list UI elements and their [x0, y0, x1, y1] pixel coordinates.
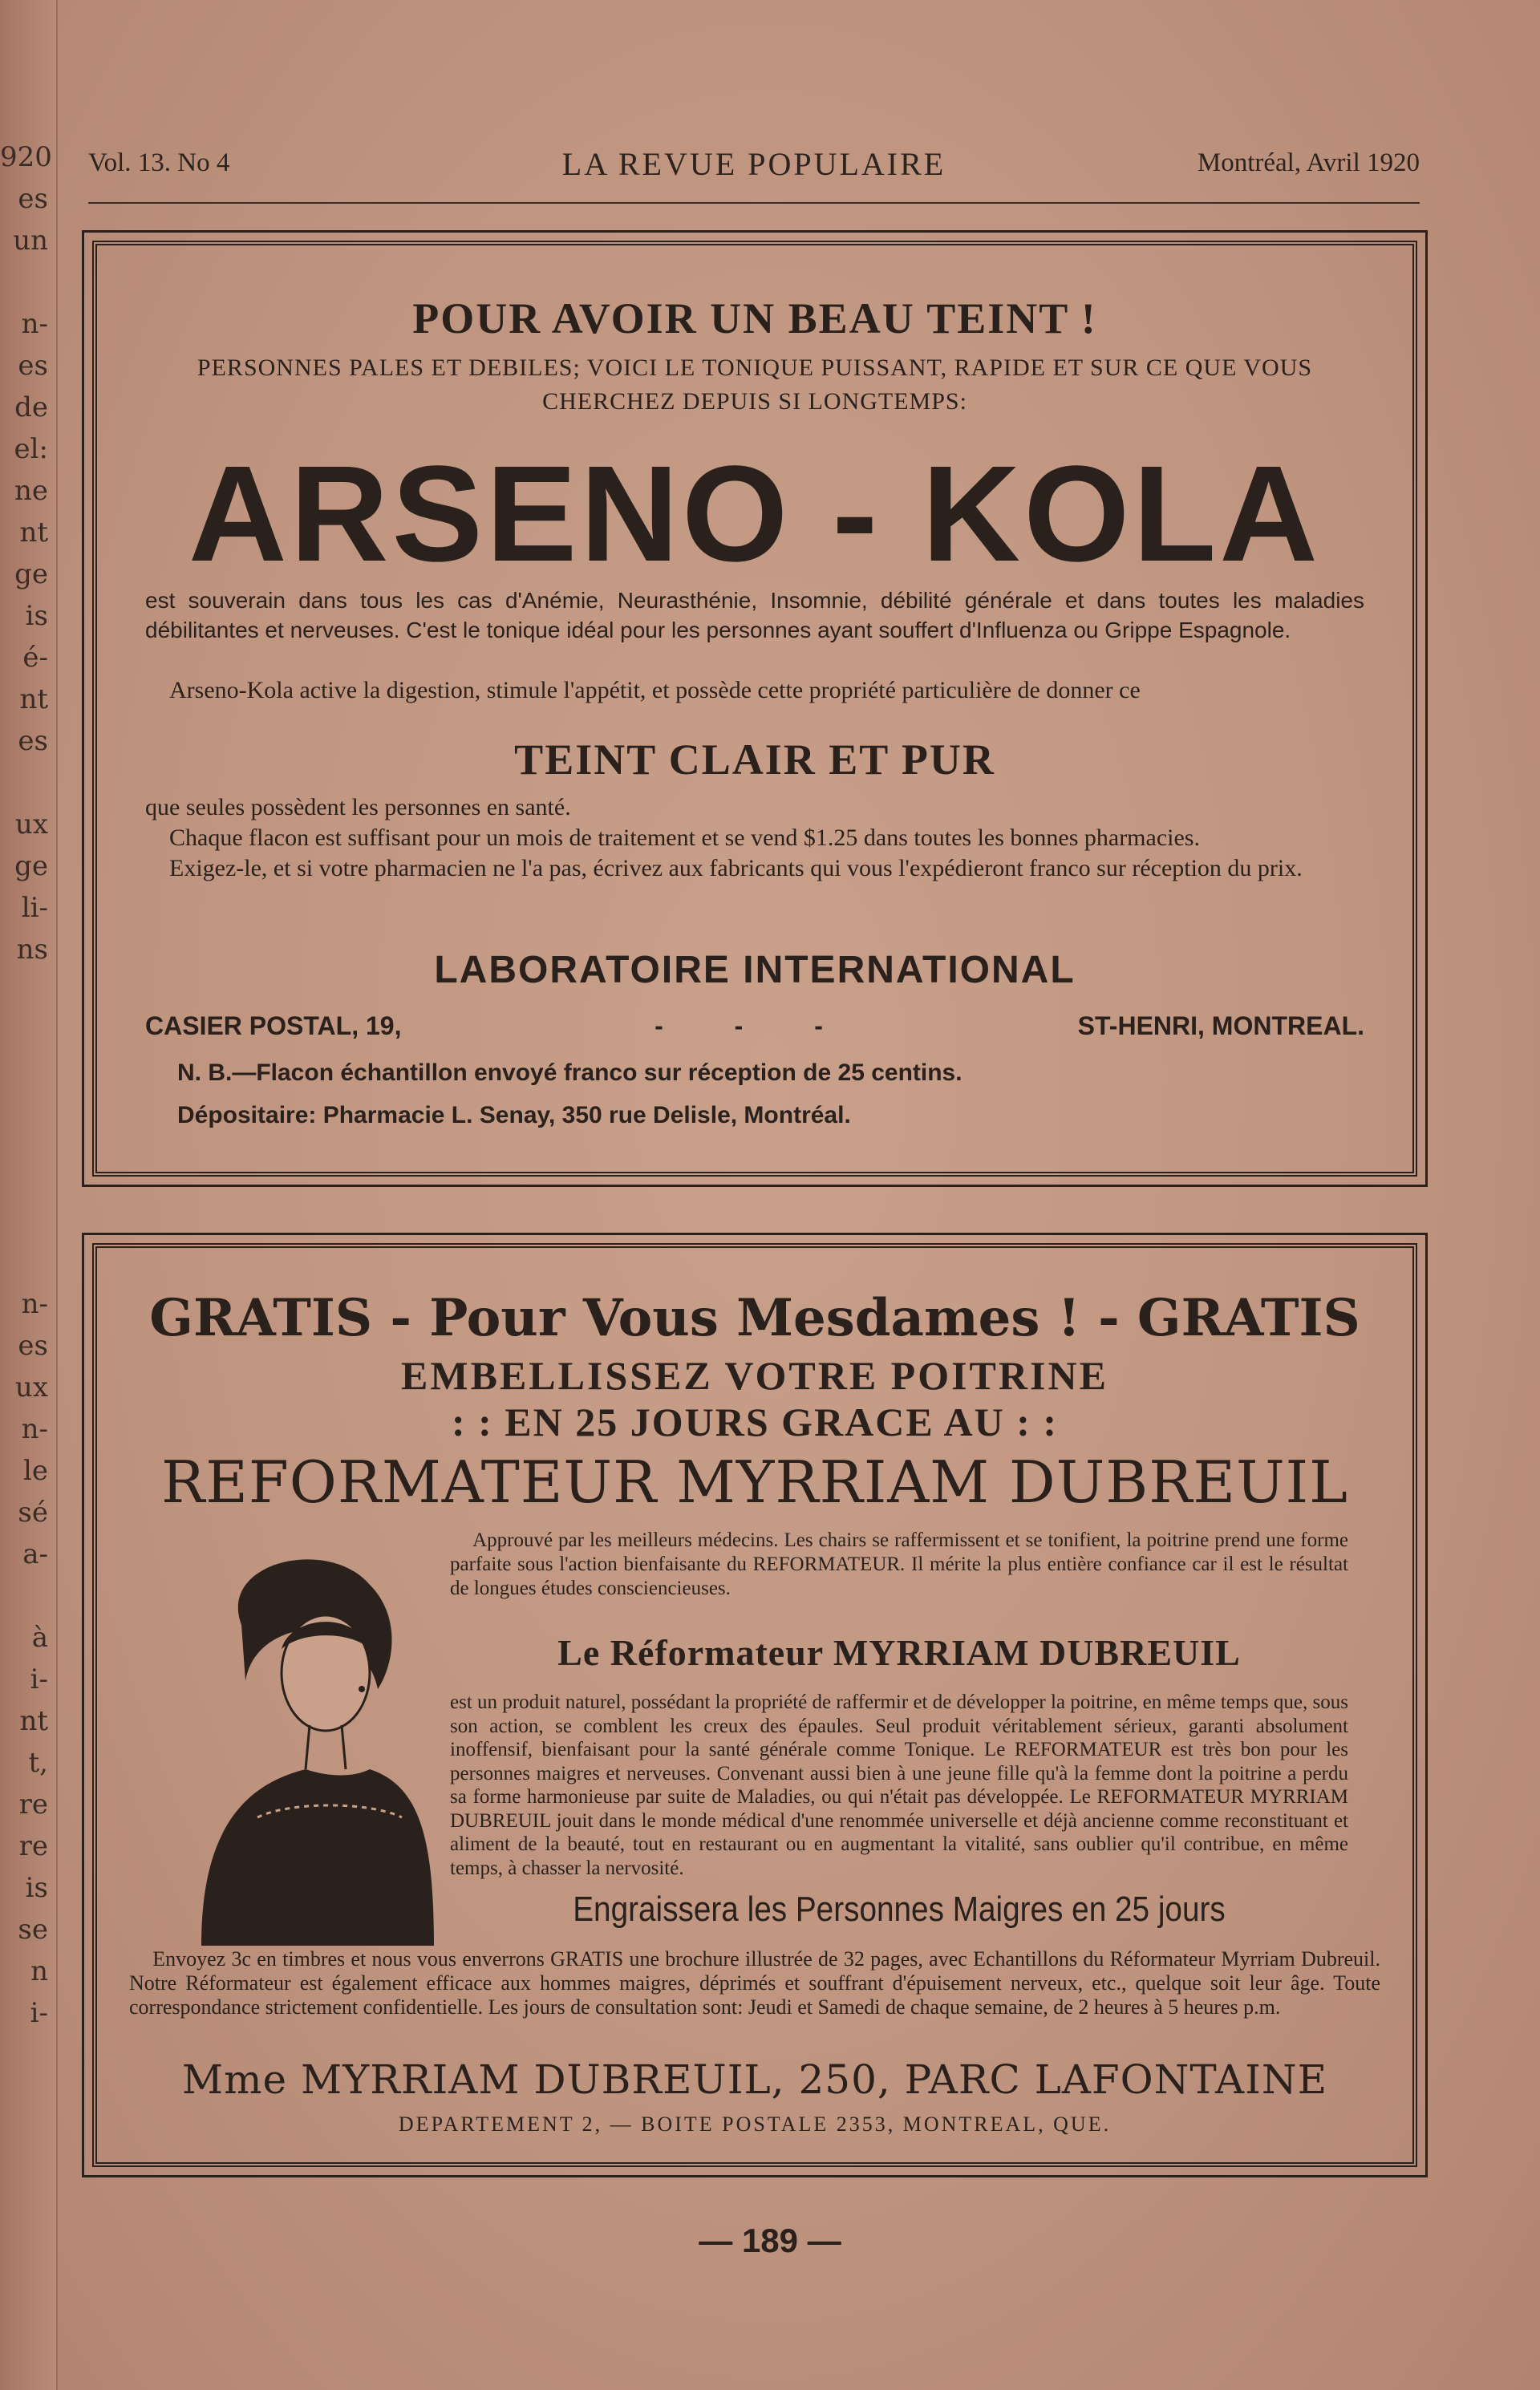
ad1-paragraph-3a: que seules possèdent les personnes en santé.: [145, 794, 571, 820]
ad1-subheadline: PERSONNES PALES ET DEBILES; VOICI LE TONIQUE PUISSANT, RAPIDE ET SUR CE QUE VOUS CHERCHEZ DEPUIS SI LONGTEMPS:: [197, 354, 1313, 415]
ad1-paragraph-3b: Chaque flacon est suffisant pour un mois de traitement et se vend $1.25 dans toutes les bonnes pharmacies.: [169, 824, 1200, 851]
ad1-casier-postal: CASIER POSTAL, 19,: [145, 1011, 402, 1040]
ad1-depositaire: Dépositaire: Pharmacie L. Senay, 350 rue Delisle, Montréal.: [177, 1102, 851, 1128]
ad2-department: DEPARTEMENT 2, — BOITE POSTALE 2353, MONTREAL, QUE.: [398, 2113, 1112, 2136]
ad1-paragraph-3c: Exigez-le, et si votre pharmacien ne l'a pas, écrivez aux fabricants qui vous l'expédieront franco sur réception du prix.: [169, 855, 1303, 881]
ad1-paragraph-2: Arseno-Kola active la digestion, stimule l'appétit, et possède cette propriété particulière de donner ce: [169, 677, 1141, 703]
ad2-embellissez-heading: EMBELLISSEZ VOTRE POITRINE: [401, 1353, 1108, 1398]
ad2-jours-heading: : : EN 25 JOURS GRACE AU : :: [452, 1400, 1058, 1444]
page-header: [88, 148, 1420, 196]
ad2-paragraph-2: est un produit naturel, possédant la propriété de raffermir et de développer la poitrine, en même temps que, sous son action, se comblent les creux des épaules. Seul produit véritablement sérieux, garanti absolument inoffensif, bienfaisant pour la santé générale comme Tonique. Le REFORMATEUR est très bon pour les personnes maigres et nerveuses. Convenant aussi bien à une jeune fille qu'à la femme dont la poitrine a perdu sa forme harmonieuse par suite de Maladies, ou qui n'était pas développée. Le REFORMATEUR MYRRIAM DUBREUIL jouit dans le monde médical d'une renommée universelle et déjà ancienne comme reconstituant et aliment de la beauté, tout en restaurant ou en augmentant la vitalité, sans oublier qu'il contribue, en même temps, à chasser la nervosité.: [450, 1691, 1348, 1879]
ad2-paragraph-3: Envoyez 3c en timbres et nous vous enverrons GRATIS une brochure illustrée de 32 pages, avec Echantillons du Réformateur Myrriam Dubreuil. Notre Réformateur est également efficace aux hommes maigres, déprimés et souffrant d'épuisement nerveux, etc., quelque soit leur âge. Toute correspondance strictement confidentielle. Les jours de consultation sont: Jeudi et Samedi de chaque semaine, de 2 heures à 5 heures p.m.: [129, 1947, 1380, 2019]
ad1-teint-heading: TEINT CLAIR ET PUR: [514, 735, 995, 784]
ad2-gratis-headline: GRATIS - Pour Vous Mesdames ! - GRATIS: [149, 1288, 1360, 1348]
adjacent-page-strip: [0, 0, 58, 2390]
ad2-engraissera-heading: Engraissera les Personnes Maigres en 25 jours: [573, 1890, 1226, 1929]
ad1-paragraph-1: est souverain dans tous les cas d'Anémie, Neurasthénie, Insomnie, débilité générale et dans toutes les maladies débilitantes et nerveuses. C'est le tonique idéal pour les personnes ayant souffert d'Influenza ou Grippe Espagnole.: [145, 588, 1364, 642]
page-number: — 189 —: [699, 2222, 841, 2259]
ad2-address: Mme MYRRIAM DUBREUIL, 250, PARC LAFONTAINE: [181, 2056, 1328, 2103]
volume-number: Vol. 13. No 4: [88, 148, 230, 177]
adjacent-page-text-bottom: n- es ux n- le sé a- à i- nt t, re re is se n i-: [14, 1288, 48, 2029]
ad2-le-reformateur-heading: Le Réformateur MYRRIAM DUBREUIL: [557, 1632, 1241, 1673]
ad2-paragraph-1: Approuvé par les meilleurs médecins. Les chairs se raffermissent et se tonifient, la poitrine prend une forme parfaite sous l'action bienfaisante du REFORMATEUR. Il mérite la plus entière confiance car il est le résultat de longues études consciencieuses.: [450, 1529, 1348, 1599]
adjacent-page-text-top: 920 es un n- es de el: ne nt ge is é- nt es ux ge li- ns: [0, 141, 52, 966]
header-rule: [88, 202, 1420, 204]
ad1-dashes: - - -: [654, 1011, 855, 1040]
ad1-laboratory-name: LABORATOIRE INTERNATIONAL: [434, 949, 1076, 991]
arseno-kola-advertisement: [92, 241, 1417, 1177]
ad1-paragraph-3: [145, 792, 1364, 884]
myrriam-dubreuil-advertisement: [92, 1243, 1417, 2167]
ad1-headline: POUR AVOIR UN BEAU TEINT !: [412, 294, 1097, 342]
ad1-city: ST-HENRI, MONTREAL.: [1077, 1011, 1364, 1040]
ad2-reformateur-title: REFORMATEUR MYRRIAM DUBREUIL: [161, 1448, 1348, 1516]
issue-date: Montréal, Avril 1920: [1197, 148, 1420, 177]
ad1-brand-name: ARSENO - KOLA: [188, 438, 1321, 590]
publication-title: LA REVUE POPULAIRE: [561, 146, 946, 182]
woman-portrait-illustration: [169, 1529, 442, 1946]
ad1-nota-bene: N. B.—Flacon échantillon envoyé franco sur réception de 25 centins.: [177, 1059, 962, 1086]
